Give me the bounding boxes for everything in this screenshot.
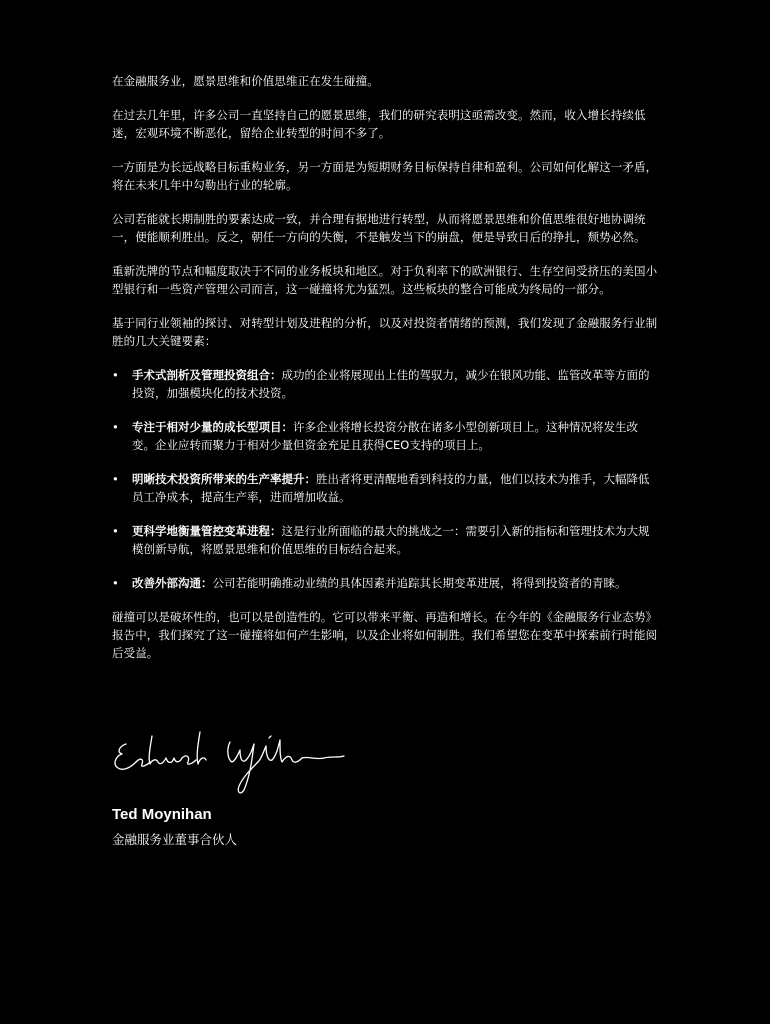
bullet-icon: • [112,576,119,590]
bullet-text: 公司若能明确推动业绩的具体因素并追踪其长期变革进展，将得到投资者的青睐。 [212,576,627,590]
closing-paragraph: 碰撞可以是破坏性的，也可以是创造性的。它可以带来平衡、再造和增长。在今年的《金融服务行业态势》报告中，我们探究了这一碰撞将如何产生影响，以及企业将如何制胜。我们希望您在变革中探索前行时能阅后受益。 [112,610,658,660]
bullet-icon: • [112,368,119,382]
list-item [112,470,658,506]
bullet-text: 许多企业将增长投资分散在诸多小型创新项目上。这种情况将发生改变。企业应转而聚力于相对少量但资金充足且获得CEO支持的项目上。 [132,420,638,452]
handwritten-signature-icon [112,730,352,800]
bullet-title: 专注于相对少量的成长型项目： [132,420,293,434]
paragraph: 在金融服务业，愿景思维和价值思维正在发生碰撞。 [112,74,379,88]
bullet-text: 成功的企业将展现出上佳的驾驭力，减少在银风功能、监管改革等方面的投资，加强模块化的技术投资。 [132,368,650,400]
paragraph: 在过去几年里，许多公司一直坚持自己的愿景思维，我们的研究表明这亟需改变。然而，收入增长持续低迷，宏观环境不断恶化，留给企业转型的时间不多了。 [112,108,646,140]
bullet-title: 明晰技术投资所带来的生产率提升： [132,472,316,486]
key-factors-list [112,366,658,592]
list-item [112,418,658,454]
bullet-title: 改善外部沟通： [132,576,213,590]
bullet-icon: • [112,524,119,538]
list-item [112,522,658,558]
paragraph: 基于同行业领袖的探讨、对转型计划及进程的分析，以及对投资者情绪的预测，我们发现了金融服务行业制胜的几大关键要素： [112,316,658,348]
signature [112,730,412,800]
list-item [112,366,658,402]
list-item [112,574,658,592]
letter-body [112,72,658,678]
paragraph: 重新洗牌的节点和幅度取决于不同的业务板块和地区。对于负利率下的欧洲银行、生存空间受挤压的美国小型银行和一些资产管理公司而言，这一碰撞将尤为猛烈。这些板块的整合可能成为终局的一部分。 [112,264,658,296]
signer-name: Ted Moynihan [112,806,212,823]
paragraph: 公司若能就长期制胜的要素达成一致，并合理有据地进行转型，从而将愿景思维和价值思维很好地协调统一，便能顺利胜出。反之，朝任一方向的失衡，不是触发当下的崩盘，便是导致日后的挣扎，颓势必然。 [112,212,646,244]
bullet-icon: • [112,472,119,486]
bullet-text: 胜出者将更清醒地看到科技的力量，他们以技术为推手，大幅降低员工净成本，提高生产率，进而增加收益。 [132,472,650,504]
bullet-title: 更科学地衡量管控变革进程： [132,524,282,538]
signer-title: 金融服务业董事合伙人 [112,832,238,847]
bullet-text: 这是行业所面临的最大的挑战之一：需要引入新的指标和管理技术为大规模创新导航，将愿景思维和价值思维的目标结合起来。 [132,524,650,556]
bullet-title: 手术式剖析及管理投资组合： [132,368,282,382]
paragraph: 一方面是为长远战略目标重构业务，另一方面是为短期财务目标保持自律和盈利。公司如何化解这一矛盾，将在未来几年中勾勒出行业的轮廓。 [112,160,658,192]
bullet-icon: • [112,420,119,434]
